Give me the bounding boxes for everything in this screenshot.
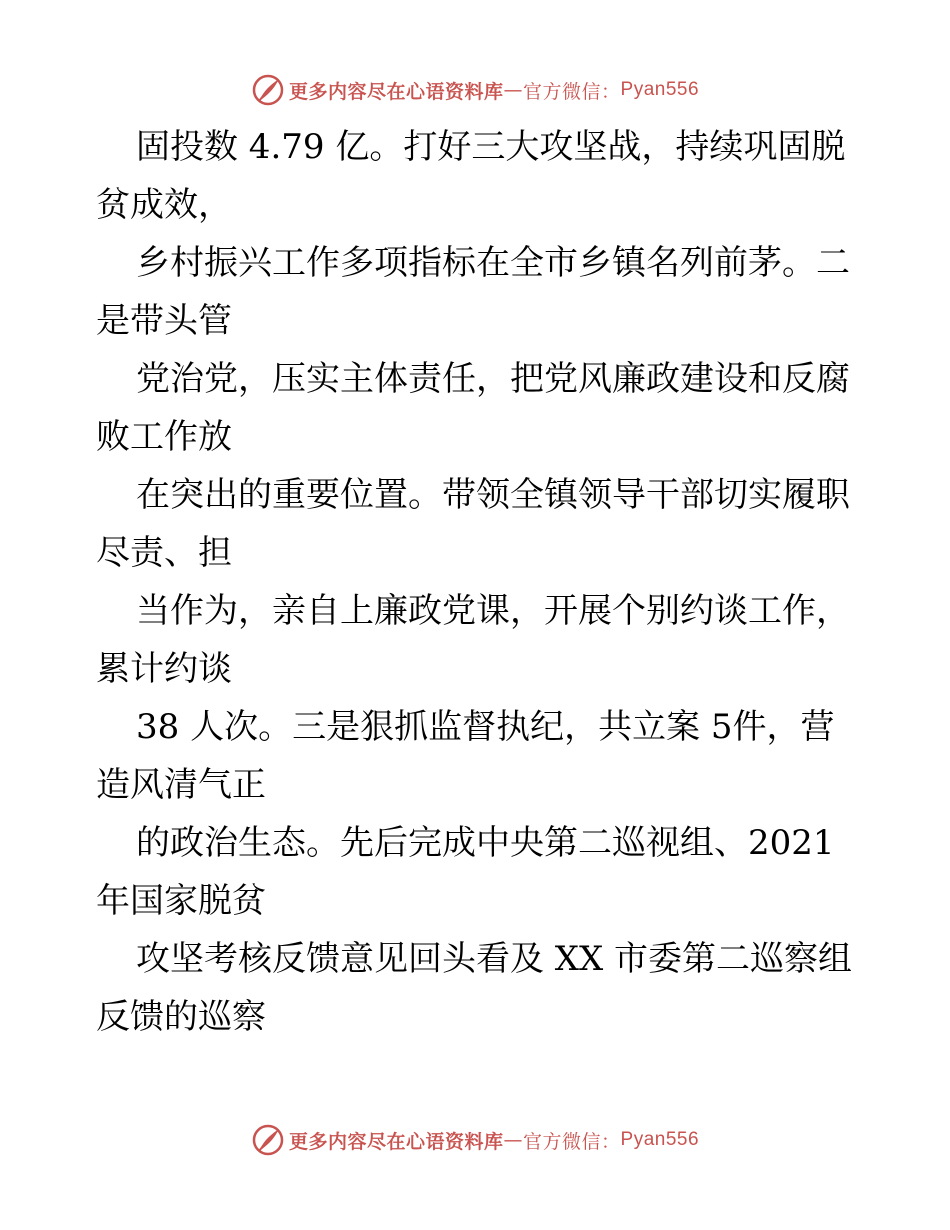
paragraph-line-continued: 贫成效，	[96, 185, 232, 225]
watermark-official-label: 官方微信	[522, 80, 601, 103]
paragraph	[96, 930, 856, 1046]
paragraph	[96, 466, 856, 582]
paragraph-line-indented: 38 人次。三是狠抓监督执纪，共立案 5件，营	[136, 707, 835, 747]
paragraph	[96, 350, 856, 466]
watermark-separator: —	[503, 1129, 523, 1151]
paragraph-line-continued: 反馈的巡察	[96, 997, 266, 1037]
paragraph-line-continued: 累计约谈	[96, 649, 232, 689]
quill-logo-icon	[251, 1123, 285, 1157]
document-body	[96, 118, 856, 1046]
paragraph-line-indented: 攻坚考核反馈意见回头看及 XX 市委第二巡察组	[136, 939, 853, 979]
watermark-main-text: 更多内容尽在心语资料库	[288, 1130, 504, 1153]
watermark-wechat-id: Pyan556	[620, 1129, 700, 1150]
watermark-wechat-id: Pyan556	[620, 79, 700, 100]
paragraph-line-indented: 党治党，压实主体责任，把党风廉政建设和反腐	[136, 359, 850, 399]
paragraph-line-continued: 造风清气正	[96, 765, 266, 805]
paragraph-line-indented: 乡村振兴工作多项指标在全市乡镇名列前茅。二	[136, 243, 850, 283]
paragraph	[96, 234, 856, 350]
watermark-colon: ：	[601, 1130, 621, 1153]
paragraph-line-continued: 尽责、担	[96, 533, 232, 573]
header-watermark	[0, 70, 950, 110]
paragraph-line-indented: 当作为，亲自上廉政党课，开展个别约谈工作，	[136, 591, 850, 631]
paragraph-line-continued: 败工作放	[96, 417, 232, 457]
footer-watermark	[0, 1120, 950, 1160]
watermark-main-text: 更多内容尽在心语资料库	[288, 80, 504, 103]
quill-logo-icon	[251, 73, 285, 107]
watermark-colon: ：	[601, 80, 621, 103]
paragraph	[96, 582, 856, 698]
paragraph-line-indented: 固投数 4.79 亿。打好三大攻坚战，持续巩固脱	[136, 127, 846, 167]
paragraph-line-indented: 在突出的重要位置。带领全镇领导干部切实履职	[136, 475, 850, 515]
watermark-separator: —	[503, 79, 523, 101]
paragraph	[96, 814, 856, 930]
paragraph	[96, 698, 856, 814]
paragraph	[96, 118, 856, 234]
paragraph-line-continued: 是带头管	[96, 301, 232, 341]
paragraph-line-indented: 的政治生态。先后完成中央第二巡视组、2021	[136, 823, 835, 863]
paragraph-line-continued: 年国家脱贫	[96, 881, 266, 921]
watermark-official-label: 官方微信	[522, 1130, 601, 1153]
